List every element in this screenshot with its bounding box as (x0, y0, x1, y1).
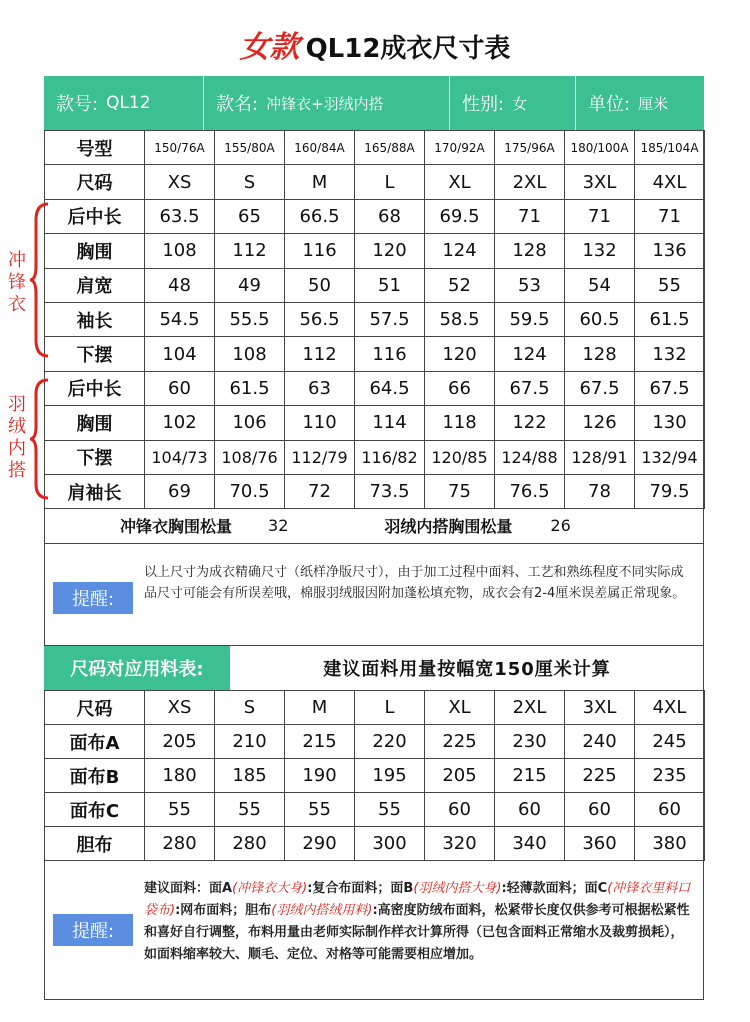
unit-value: 厘米 (638, 94, 669, 113)
size-cell: 110 (285, 406, 355, 440)
fabric-row (45, 691, 705, 725)
size-cell: 70.5 (215, 474, 285, 508)
gender-value: 女 (512, 94, 528, 113)
size-row (45, 440, 705, 474)
size-cell: 180/100A (565, 131, 635, 165)
fabric-cell: M (285, 691, 355, 725)
size-cell: 150/76A (145, 131, 215, 165)
fabric-cell: XS (145, 691, 215, 725)
jacket-group-label: 冲 锋 衣 (8, 250, 26, 315)
size-table (44, 130, 705, 509)
note-part: :高密度防绒布面料，松紧带长度仅供参考可根据松紧性和喜好自行调整，布料用量由老师实际制作样衣计算所得（已包含面料正常缩水及裁剪损耗），如面料缩率较大、顺毛、定位、对格等可能需要相应增加。 (144, 903, 690, 962)
size-row (45, 371, 705, 405)
fabric-cell: 60 (425, 793, 495, 827)
size-cell: 78 (565, 474, 635, 508)
fabric-row-label: 面布B (45, 759, 145, 793)
size-cell: 52 (425, 268, 495, 302)
size-row-label: 后中长 (45, 371, 145, 405)
page-title (0, 22, 750, 72)
size-cell: 132 (565, 234, 635, 268)
note-part: 建议面料：面A (144, 881, 233, 896)
size-cell: 130 (635, 406, 705, 440)
fabric-tag: 尺码对应用料表: (44, 646, 230, 690)
size-cell: 124 (425, 234, 495, 268)
size-cell: 67.5 (565, 371, 635, 405)
size-cell: 71 (635, 199, 705, 233)
size-row (45, 337, 705, 371)
fabric-cell: 185 (215, 759, 285, 793)
fabric-row-label: 面布C (45, 793, 145, 827)
style-no-label: 款号: (56, 94, 99, 115)
size-cell: 71 (495, 199, 565, 233)
jacket-ease-value: 32 (268, 516, 289, 535)
size-cell: 126 (565, 406, 635, 440)
size-cell: 175/96A (495, 131, 565, 165)
size-row-label: 肩宽 (45, 268, 145, 302)
note-highlight: (羽绒内搭大身) (413, 881, 502, 896)
size-cell: 112/79 (285, 440, 355, 474)
fabric-cell: 55 (215, 793, 285, 827)
note-part: :复合布面料；面B (307, 881, 414, 896)
fabric-cell: 280 (145, 827, 215, 861)
down-ease-value: 26 (550, 516, 571, 535)
down-brace (30, 376, 50, 502)
fabric-cell: 240 (565, 725, 635, 759)
size-cell: 2XL (495, 165, 565, 199)
down-group-label: 羽 绒 内 搭 (8, 394, 26, 481)
size-row (45, 234, 705, 268)
size-row (45, 199, 705, 233)
size-cell: XL (425, 165, 495, 199)
fabric-cell: 280 (215, 827, 285, 861)
fabric-cell: 55 (355, 793, 425, 827)
fabric-cell: 340 (495, 827, 565, 861)
fabric-row-label: 胆布 (45, 827, 145, 861)
unit-label: 单位: (588, 94, 631, 115)
size-row-label: 袖长 (45, 302, 145, 336)
size-cell: 75 (425, 474, 495, 508)
size-cell: 124/88 (495, 440, 565, 474)
size-cell: 61.5 (635, 302, 705, 336)
reminder-box (44, 544, 704, 646)
size-cell: 104/73 (145, 440, 215, 474)
fabric-cell: 60 (565, 793, 635, 827)
size-cell: L (355, 165, 425, 199)
fabric-title: 建议面料用量按幅宽150厘米计算 (323, 659, 611, 680)
size-cell: 108/76 (215, 440, 285, 474)
size-cell: 54.5 (145, 302, 215, 336)
size-cell: 128 (495, 234, 565, 268)
fabric-reminder-box (44, 860, 704, 1000)
size-cell: 66 (425, 371, 495, 405)
note-part: :轻薄款面料；面C (501, 881, 608, 896)
size-row-label: 后中长 (45, 199, 145, 233)
fabric-cell: 205 (425, 759, 495, 793)
size-cell: 79.5 (635, 474, 705, 508)
size-row-label: 肩袖长 (45, 474, 145, 508)
size-row (45, 165, 705, 199)
size-cell: 4XL (635, 165, 705, 199)
size-cell: 53 (495, 268, 565, 302)
fabric-cell: 230 (495, 725, 565, 759)
size-cell: 128 (565, 337, 635, 371)
size-cell: 56.5 (285, 302, 355, 336)
fabric-cell: 215 (495, 759, 565, 793)
size-cell: 64.5 (355, 371, 425, 405)
note-part: :网布面料；胆布 (175, 903, 272, 918)
size-cell: M (285, 165, 355, 199)
size-cell: 48 (145, 268, 215, 302)
size-row-label: 下摆 (45, 440, 145, 474)
size-cell: 67.5 (635, 371, 705, 405)
fabric-cell: 3XL (565, 691, 635, 725)
size-cell: 116/82 (355, 440, 425, 474)
fabric-cell: 205 (145, 725, 215, 759)
size-row (45, 268, 705, 302)
fabric-cell: 300 (355, 827, 425, 861)
size-cell: 114 (355, 406, 425, 440)
fabric-cell: S (215, 691, 285, 725)
jacket-brace (30, 200, 50, 360)
fabric-row-label: 尺码 (45, 691, 145, 725)
info-header (44, 76, 704, 130)
fabric-cell: 190 (285, 759, 355, 793)
fabric-cell: 4XL (635, 691, 705, 725)
size-cell: 60.5 (565, 302, 635, 336)
size-cell: 116 (355, 337, 425, 371)
size-cell: 155/80A (215, 131, 285, 165)
note-highlight: (冲锋衣里料口袋布) (144, 881, 691, 918)
size-cell: 106 (215, 406, 285, 440)
size-cell: 65 (215, 199, 285, 233)
size-cell: 160/84A (285, 131, 355, 165)
fabric-cell: 215 (285, 725, 355, 759)
title-gender: 女款 (239, 30, 300, 65)
size-cell: 112 (215, 234, 285, 268)
size-cell: 49 (215, 268, 285, 302)
style-name-label: 款名: (216, 94, 259, 115)
size-cell: 66.5 (285, 199, 355, 233)
size-cell: 63 (285, 371, 355, 405)
fabric-table (44, 690, 705, 861)
fabric-cell: 55 (145, 793, 215, 827)
down-ease-label: 羽绒内搭胸围松量 (384, 517, 513, 536)
fabric-cell: 380 (635, 827, 705, 861)
fabric-cell: 235 (635, 759, 705, 793)
size-cell: 69 (145, 474, 215, 508)
fabric-cell: L (355, 691, 425, 725)
size-cell: 76.5 (495, 474, 565, 508)
size-cell: XS (145, 165, 215, 199)
fabric-cell: 60 (495, 793, 565, 827)
style-name-cell (204, 76, 450, 130)
size-cell: 71 (565, 199, 635, 233)
size-cell: 170/92A (425, 131, 495, 165)
size-cell: 104 (145, 337, 215, 371)
size-cell: 132/94 (635, 440, 705, 474)
size-cell: 128/91 (565, 440, 635, 474)
size-cell: 108 (215, 337, 285, 371)
size-row (45, 302, 705, 336)
size-cell: 68 (355, 199, 425, 233)
size-row-label: 号型 (45, 131, 145, 165)
fabric-row (45, 725, 705, 759)
size-cell: 132 (635, 337, 705, 371)
size-row-label: 下摆 (45, 337, 145, 371)
fabric-row (45, 827, 705, 861)
fabric-cell: 55 (285, 793, 355, 827)
size-row-label: 胸围 (45, 406, 145, 440)
size-cell: 120 (425, 337, 495, 371)
gender-cell (450, 76, 576, 130)
size-cell: 55 (635, 268, 705, 302)
title-main: QL12成衣尺寸表 (305, 34, 511, 64)
fabric-cell: 225 (565, 759, 635, 793)
size-row (45, 406, 705, 440)
size-cell: 124 (495, 337, 565, 371)
size-cell: 50 (285, 268, 355, 302)
size-cell: 165/88A (355, 131, 425, 165)
size-cell: 112 (285, 337, 355, 371)
size-cell: 63.5 (145, 199, 215, 233)
size-cell: 60 (145, 371, 215, 405)
size-cell: 136 (635, 234, 705, 268)
note-highlight: (羽绒内搭绒用料) (271, 903, 373, 918)
fabric-cell: 210 (215, 725, 285, 759)
size-cell: 108 (145, 234, 215, 268)
size-cell: 120 (355, 234, 425, 268)
size-cell: 67.5 (495, 371, 565, 405)
size-cell: 72 (285, 474, 355, 508)
size-cell: 57.5 (355, 302, 425, 336)
fabric-row-label: 面布A (45, 725, 145, 759)
size-cell: 73.5 (355, 474, 425, 508)
fabric-cell: 220 (355, 725, 425, 759)
size-cell: 185/104A (635, 131, 705, 165)
jacket-ease-label: 冲锋衣胸围松量 (120, 517, 233, 536)
unit-cell (576, 76, 704, 130)
fabric-cell: XL (425, 691, 495, 725)
note-highlight: (冲锋衣大身) (232, 881, 308, 896)
size-cell: 61.5 (215, 371, 285, 405)
fabric-row (45, 759, 705, 793)
size-cell: 59.5 (495, 302, 565, 336)
size-row-label: 胸围 (45, 234, 145, 268)
fabric-cell: 180 (145, 759, 215, 793)
fabric-cell: 245 (635, 725, 705, 759)
size-cell: 54 (565, 268, 635, 302)
size-cell: 120/85 (425, 440, 495, 474)
size-cell: 118 (425, 406, 495, 440)
size-cell: 58.5 (425, 302, 495, 336)
fabric-cell: 320 (425, 827, 495, 861)
size-cell: 55.5 (215, 302, 285, 336)
fabric-reminder-badge: 提醒: (53, 914, 133, 946)
ease-row (44, 508, 704, 544)
size-row (45, 131, 705, 165)
reminder-text: 以上尺寸为成衣精确尺寸（纸样净版尺寸），由于加工过程中面料、工艺和熟练程度不同实际成品尺寸可能会有所误差哦，棉服羽绒服因附加蓬松填充物，成衣会有2-4厘米误差属正常现象。 (144, 565, 686, 601)
size-cell: 51 (355, 268, 425, 302)
fabric-row (45, 793, 705, 827)
fabric-header (44, 646, 704, 690)
fabric-cell: 360 (565, 827, 635, 861)
style-no-value: QL12 (106, 93, 151, 113)
style-no-cell (44, 76, 204, 130)
fabric-cell: 195 (355, 759, 425, 793)
size-cell: 122 (495, 406, 565, 440)
size-row (45, 474, 705, 508)
size-cell: 116 (285, 234, 355, 268)
fabric-cell: 2XL (495, 691, 565, 725)
fabric-cell: 60 (635, 793, 705, 827)
fabric-cell: 290 (285, 827, 355, 861)
fabric-cell: 225 (425, 725, 495, 759)
size-cell: 3XL (565, 165, 635, 199)
fabric-reminder-text (144, 878, 696, 966)
style-name-value: 冲锋衣+羽绒内搭 (266, 94, 384, 113)
size-cell: 102 (145, 406, 215, 440)
size-cell: 69.5 (425, 199, 495, 233)
reminder-badge: 提醒: (53, 582, 133, 614)
gender-label: 性别: (462, 94, 505, 115)
size-cell: S (215, 165, 285, 199)
size-row-label: 尺码 (45, 165, 145, 199)
